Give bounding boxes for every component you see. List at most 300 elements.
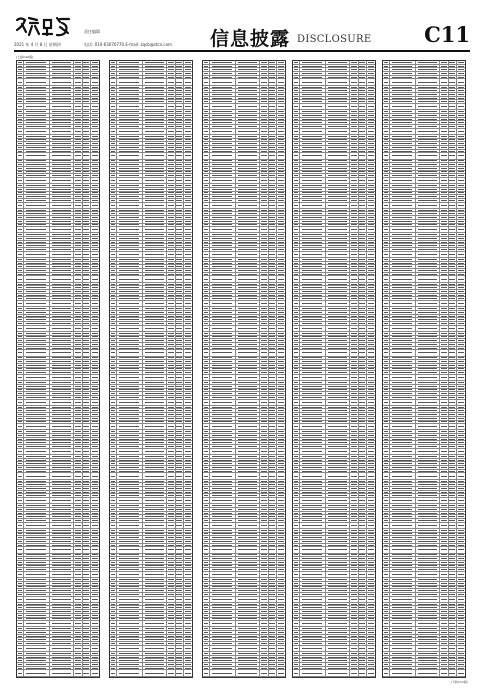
table-cell xyxy=(74,252,82,257)
illegible-text-stroke xyxy=(92,414,98,415)
illegible-text-stroke xyxy=(111,284,115,285)
table-cell xyxy=(260,283,268,286)
table-cell xyxy=(176,659,184,662)
illegible-text-stroke xyxy=(26,377,46,378)
illegible-text-stroke xyxy=(26,579,46,580)
table-cell xyxy=(24,385,50,388)
table-cell xyxy=(83,389,91,392)
illegible-text-stroke xyxy=(75,189,81,190)
illegible-text-stroke xyxy=(185,673,191,674)
illegible-text-stroke xyxy=(111,579,115,580)
table-cell xyxy=(143,375,168,380)
table-cell xyxy=(91,389,99,392)
table-cell xyxy=(269,153,277,158)
table-cell xyxy=(210,294,236,297)
table-cell xyxy=(167,421,175,424)
table-cell xyxy=(24,283,50,286)
table-cell xyxy=(83,462,91,465)
illegible-text-stroke xyxy=(176,344,182,345)
illegible-text-stroke xyxy=(204,295,208,296)
table-cell xyxy=(184,430,192,433)
illegible-text-stroke xyxy=(212,139,232,140)
illegible-text-stroke xyxy=(83,393,89,394)
table-cell xyxy=(117,663,143,666)
table-cell xyxy=(117,114,143,117)
table-cell xyxy=(24,76,50,79)
illegible-text-stroke xyxy=(18,164,22,165)
illegible-text-stroke xyxy=(92,263,98,264)
illegible-text-stroke xyxy=(168,618,174,619)
illegible-text-stroke xyxy=(145,336,163,337)
illegible-text-stroke xyxy=(238,372,256,373)
illegible-text-stroke xyxy=(269,189,275,190)
illegible-text-stroke xyxy=(261,254,267,255)
table-cell xyxy=(184,455,192,458)
illegible-text-stroke xyxy=(119,505,139,506)
table-cell xyxy=(269,326,277,331)
table-cell xyxy=(184,659,192,662)
table-cell xyxy=(269,104,277,109)
illegible-text-stroke xyxy=(92,410,98,411)
illegible-text-stroke xyxy=(185,505,191,506)
illegible-text-stroke xyxy=(261,210,267,211)
table-cell xyxy=(269,385,277,388)
table-cell xyxy=(91,635,99,638)
illegible-text-stroke xyxy=(52,372,70,373)
illegible-text-stroke xyxy=(261,287,267,288)
illegible-text-stroke xyxy=(52,488,70,489)
table-cell xyxy=(184,97,192,100)
table-cell xyxy=(176,508,184,511)
illegible-text-stroke xyxy=(278,205,284,206)
illegible-text-stroke xyxy=(145,484,163,485)
table-cell xyxy=(91,150,99,153)
illegible-text-stroke xyxy=(168,660,174,661)
illegible-text-stroke xyxy=(261,175,267,176)
table-cell xyxy=(210,171,236,174)
illegible-text-stroke xyxy=(145,668,163,669)
illegible-text-stroke xyxy=(26,200,46,201)
illegible-text-stroke xyxy=(261,87,267,88)
illegible-text-stroke xyxy=(92,492,98,493)
illegible-text-stroke xyxy=(185,579,191,580)
table-cell xyxy=(83,248,91,251)
table-cell xyxy=(83,184,91,187)
table-cell xyxy=(260,307,268,310)
illegible-text-stroke xyxy=(83,284,89,285)
table-cell xyxy=(277,114,285,117)
table-cell xyxy=(143,110,168,113)
table-cell xyxy=(184,347,192,350)
table-cell xyxy=(167,184,175,187)
table-cell xyxy=(236,209,261,212)
illegible-text-stroke xyxy=(111,298,115,299)
illegible-text-stroke xyxy=(269,242,275,243)
illegible-text-stroke xyxy=(269,386,275,387)
illegible-text-stroke xyxy=(119,259,139,260)
table-cell xyxy=(143,449,168,454)
table-cell xyxy=(269,76,277,79)
illegible-text-stroke xyxy=(111,648,115,649)
illegible-text-stroke xyxy=(119,442,139,443)
table-cell xyxy=(50,445,75,448)
illegible-text-stroke xyxy=(26,435,46,436)
illegible-text-stroke xyxy=(111,615,115,616)
illegible-text-stroke xyxy=(52,101,70,102)
illegible-text-stroke xyxy=(83,336,89,337)
table-cell xyxy=(117,227,143,232)
table-cell xyxy=(50,89,75,92)
illegible-text-stroke xyxy=(111,509,115,510)
table-cell xyxy=(91,578,99,581)
table-cell xyxy=(91,659,99,662)
table-cell xyxy=(210,184,236,187)
illegible-text-stroke xyxy=(269,229,275,230)
table-cell xyxy=(269,276,277,281)
illegible-text-stroke xyxy=(238,249,256,250)
illegible-text-stroke xyxy=(111,653,115,654)
illegible-text-stroke xyxy=(52,274,70,275)
illegible-text-stroke xyxy=(278,238,284,239)
illegible-text-stroke xyxy=(92,242,98,243)
illegible-text-stroke xyxy=(18,643,22,644)
illegible-text-stroke xyxy=(119,426,139,427)
table-cell xyxy=(269,192,277,195)
illegible-text-stroke xyxy=(75,266,81,267)
illegible-text-stroke xyxy=(92,122,98,123)
illegible-text-stroke xyxy=(119,456,139,457)
table-cell xyxy=(184,227,192,232)
illegible-text-stroke xyxy=(176,628,182,629)
illegible-text-stroke xyxy=(119,653,139,654)
table-cell xyxy=(184,498,192,503)
illegible-text-stroke xyxy=(92,505,98,506)
table-cell xyxy=(74,160,82,163)
illegible-text-stroke xyxy=(92,340,98,341)
table-cell xyxy=(24,424,50,429)
table-cell xyxy=(24,135,50,138)
table-cell xyxy=(50,199,75,202)
illegible-text-stroke xyxy=(83,143,89,144)
illegible-text-stroke xyxy=(18,333,22,334)
illegible-text-stroke xyxy=(204,90,208,91)
illegible-text-stroke xyxy=(185,175,191,176)
illegible-text-stroke xyxy=(168,509,174,510)
illegible-text-stroke xyxy=(18,488,22,489)
table-cell xyxy=(74,557,82,560)
table-cell xyxy=(117,371,143,374)
table-cell xyxy=(236,142,261,145)
table-cell xyxy=(83,297,91,300)
illegible-text-stroke xyxy=(52,168,70,169)
illegible-text-stroke xyxy=(83,66,89,67)
table-cell xyxy=(176,97,184,100)
illegible-text-stroke xyxy=(92,62,98,63)
illegible-text-stroke xyxy=(92,357,98,358)
table-cell xyxy=(117,582,143,585)
table-cell xyxy=(74,652,82,655)
table-cell xyxy=(167,262,175,265)
table-cell xyxy=(83,445,91,448)
illegible-text-stroke xyxy=(269,143,275,144)
illegible-text-stroke xyxy=(52,509,70,510)
illegible-text-stroke xyxy=(111,98,115,99)
table-cell xyxy=(167,498,175,503)
illegible-text-stroke xyxy=(119,562,139,563)
illegible-text-stroke xyxy=(185,623,191,624)
illegible-text-stroke xyxy=(111,562,115,563)
table-cell xyxy=(143,153,168,158)
table-cell xyxy=(277,244,285,247)
illegible-text-stroke xyxy=(92,446,98,447)
table-cell xyxy=(91,656,99,659)
table-cell xyxy=(91,400,99,405)
table-cell xyxy=(83,487,91,490)
illegible-text-stroke xyxy=(185,319,191,320)
table-cell xyxy=(277,307,285,310)
illegible-text-stroke xyxy=(176,460,182,461)
illegible-text-stroke xyxy=(261,131,267,132)
illegible-text-stroke xyxy=(75,590,81,591)
illegible-text-stroke xyxy=(145,520,163,521)
table-cell xyxy=(277,326,285,331)
illegible-text-stroke xyxy=(238,126,256,127)
illegible-text-stroke xyxy=(145,541,163,542)
illegible-text-stroke xyxy=(168,279,174,280)
illegible-text-stroke xyxy=(111,431,115,432)
table-cell xyxy=(74,350,82,355)
illegible-text-stroke xyxy=(119,284,139,285)
table-cell xyxy=(117,322,143,325)
table-cell xyxy=(260,381,268,384)
illegible-text-stroke xyxy=(185,295,191,296)
illegible-text-stroke xyxy=(83,410,89,411)
table-cell xyxy=(83,160,91,163)
illegible-text-stroke xyxy=(185,562,191,563)
illegible-text-stroke xyxy=(26,565,46,566)
table-cell xyxy=(210,146,236,149)
illegible-text-stroke xyxy=(26,481,46,482)
illegible-text-stroke xyxy=(176,657,182,658)
illegible-text-stroke xyxy=(204,393,208,394)
illegible-text-stroke xyxy=(269,171,275,172)
table-cell xyxy=(74,667,82,670)
table-cell xyxy=(176,339,184,342)
table-cell xyxy=(143,392,168,395)
table-cell xyxy=(184,642,192,645)
table-cell xyxy=(24,421,50,424)
illegible-text-stroke xyxy=(26,495,46,496)
table-cell xyxy=(91,233,99,236)
illegible-text-stroke xyxy=(185,185,191,186)
illegible-text-stroke xyxy=(26,279,46,280)
illegible-text-stroke xyxy=(83,623,89,624)
illegible-text-stroke xyxy=(185,164,191,165)
illegible-text-stroke xyxy=(52,579,70,580)
illegible-text-stroke xyxy=(83,136,89,137)
table-cell xyxy=(269,252,277,257)
contact-line: 电话: 010-63070770 E-mail: zqsb@stcn.com xyxy=(84,42,172,47)
illegible-text-stroke xyxy=(52,562,70,563)
illegible-text-stroke xyxy=(145,101,163,102)
table-cell xyxy=(143,646,168,651)
illegible-text-stroke xyxy=(26,210,46,211)
illegible-text-stroke xyxy=(111,368,115,369)
illegible-text-stroke xyxy=(92,435,98,436)
illegible-text-stroke xyxy=(204,87,208,88)
table-cell xyxy=(117,400,143,405)
table-cell xyxy=(277,283,285,286)
illegible-text-stroke xyxy=(145,242,163,243)
illegible-text-stroke xyxy=(111,263,115,264)
table-cell xyxy=(184,652,192,655)
illegible-text-stroke xyxy=(119,312,139,313)
illegible-text-stroke xyxy=(185,365,191,366)
table-cell xyxy=(83,621,91,626)
illegible-text-stroke xyxy=(269,196,275,197)
table-cell xyxy=(91,498,99,503)
table-cell xyxy=(117,146,143,149)
table-cell xyxy=(74,441,82,444)
illegible-text-stroke xyxy=(26,664,46,665)
illegible-text-stroke xyxy=(75,328,81,329)
table-cell xyxy=(167,241,175,244)
illegible-text-stroke xyxy=(185,451,191,452)
illegible-text-stroke xyxy=(18,185,22,186)
table-cell xyxy=(91,311,99,314)
illegible-text-stroke xyxy=(261,196,267,197)
illegible-text-stroke xyxy=(269,316,275,317)
illegible-text-stroke xyxy=(52,180,70,181)
table-cell xyxy=(236,174,261,177)
illegible-text-stroke xyxy=(176,442,182,443)
illegible-text-stroke xyxy=(111,590,115,591)
table-cell xyxy=(83,273,91,276)
table-cell xyxy=(184,614,192,617)
illegible-text-stroke xyxy=(145,495,163,496)
table-cell xyxy=(176,572,184,577)
table-cell xyxy=(176,491,184,494)
table-cell xyxy=(74,578,82,581)
table-cell xyxy=(91,216,99,219)
table-cell xyxy=(184,667,192,670)
table-cell xyxy=(176,635,184,638)
table-cell xyxy=(167,301,175,306)
illegible-text-stroke xyxy=(204,336,208,337)
illegible-text-stroke xyxy=(269,319,275,320)
illegible-text-stroke xyxy=(261,316,267,317)
table-cell xyxy=(184,582,192,585)
table-cell xyxy=(260,86,268,89)
table-cell xyxy=(91,294,99,297)
illegible-text-stroke xyxy=(18,270,22,271)
illegible-text-stroke xyxy=(119,139,139,140)
table-cell xyxy=(167,209,175,212)
table-cell xyxy=(277,350,285,355)
table-cell xyxy=(176,286,184,289)
table-cell xyxy=(24,663,50,666)
illegible-text-stroke xyxy=(111,467,115,468)
table-cell xyxy=(143,142,168,145)
table-cell xyxy=(176,153,184,158)
illegible-text-stroke xyxy=(185,291,191,292)
illegible-text-stroke xyxy=(18,365,22,366)
illegible-text-stroke xyxy=(111,513,115,514)
illegible-text-stroke xyxy=(278,136,284,137)
illegible-text-stroke xyxy=(18,340,22,341)
illegible-text-stroke xyxy=(111,189,115,190)
illegible-text-stroke xyxy=(75,495,81,496)
table-cell xyxy=(277,336,285,339)
table-cell xyxy=(210,385,236,388)
illegible-text-stroke xyxy=(204,175,208,176)
table-cell xyxy=(210,273,236,276)
illegible-text-stroke xyxy=(75,221,81,222)
table-cell xyxy=(210,97,236,100)
illegible-text-stroke xyxy=(92,618,98,619)
illegible-text-stroke xyxy=(212,90,232,91)
illegible-text-stroke xyxy=(278,224,284,225)
table-cell xyxy=(24,434,50,437)
illegible-text-stroke xyxy=(176,98,182,99)
illegible-text-stroke xyxy=(168,291,174,292)
table-cell xyxy=(277,150,285,153)
table-cell xyxy=(260,150,268,153)
table-cell xyxy=(176,65,184,68)
table-cell xyxy=(117,667,143,670)
illegible-text-stroke xyxy=(52,673,70,674)
illegible-text-stroke xyxy=(75,249,81,250)
table-cell xyxy=(83,76,91,79)
illegible-text-stroke xyxy=(83,421,89,422)
table-cell xyxy=(176,248,184,251)
table-cell xyxy=(83,638,91,641)
table-cell xyxy=(277,392,285,395)
table-cell xyxy=(236,184,261,187)
illegible-text-stroke xyxy=(52,119,70,120)
illegible-text-stroke xyxy=(238,386,256,387)
illegible-text-stroke xyxy=(75,574,81,575)
illegible-text-stroke xyxy=(119,287,139,288)
illegible-text-stroke xyxy=(145,525,163,526)
table-cell xyxy=(143,491,168,494)
illegible-text-stroke xyxy=(26,574,46,575)
illegible-text-stroke xyxy=(168,242,174,243)
illegible-text-stroke xyxy=(176,200,182,201)
illegible-text-stroke xyxy=(119,558,139,559)
illegible-text-stroke xyxy=(52,73,70,74)
table-cell xyxy=(236,276,261,281)
illegible-text-stroke xyxy=(75,636,81,637)
table-cell xyxy=(117,192,143,195)
illegible-text-stroke xyxy=(26,456,46,457)
illegible-text-stroke xyxy=(75,583,81,584)
illegible-text-stroke xyxy=(111,229,115,230)
table-cell xyxy=(277,171,285,174)
illegible-text-stroke xyxy=(18,259,22,260)
illegible-text-stroke xyxy=(212,312,232,313)
illegible-text-stroke xyxy=(83,377,89,378)
illegible-text-stroke xyxy=(111,541,115,542)
table-cell xyxy=(117,110,143,113)
table-cell xyxy=(83,483,91,486)
table-cell xyxy=(277,65,285,68)
table-cell xyxy=(143,100,168,103)
table-cell xyxy=(176,544,184,547)
table-cell xyxy=(184,400,192,405)
table-cell xyxy=(117,153,143,158)
table-cell xyxy=(24,318,50,321)
